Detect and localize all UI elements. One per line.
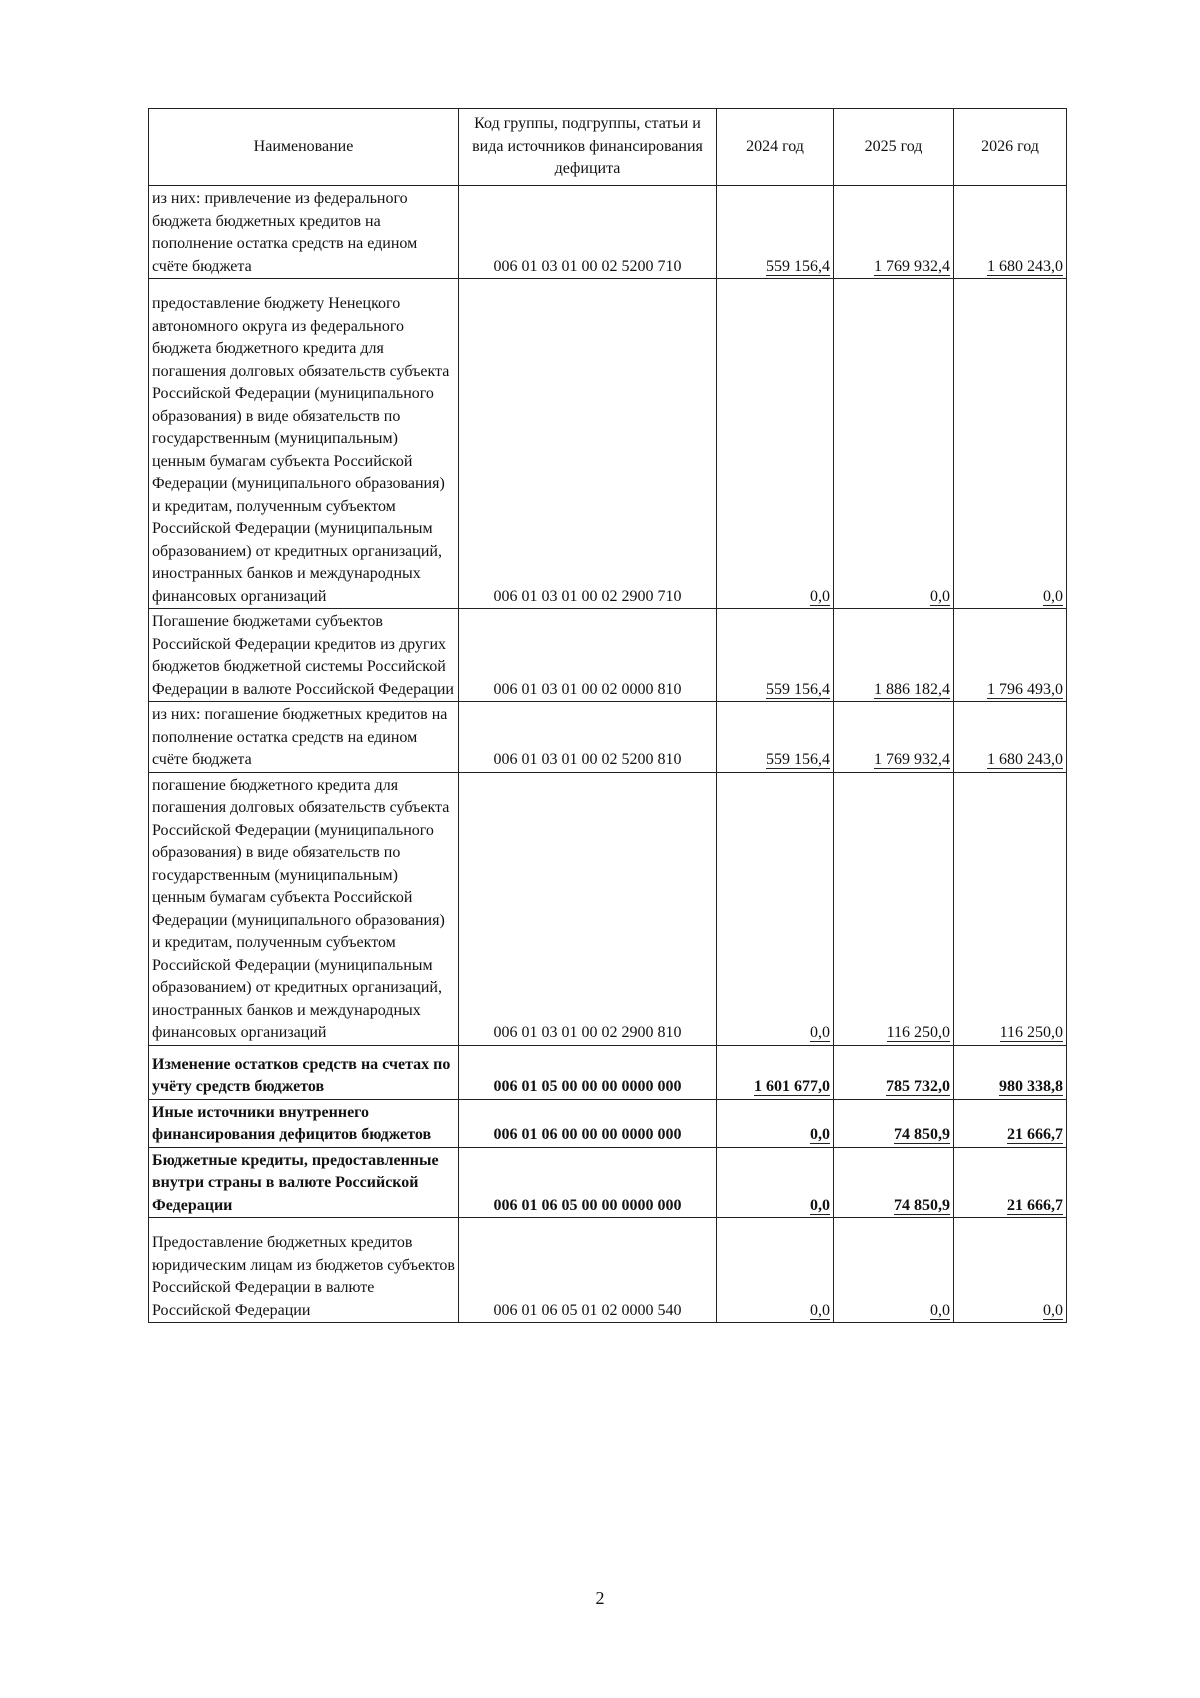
table-row	[149, 1218, 1067, 1323]
table-row	[149, 1099, 1067, 1147]
row-name: из них: погашение бюджетных кредитов на пополнение остатка средств на едином счёте бюджета	[149, 702, 459, 773]
row-value-2026: 980 338,8	[999, 1078, 1063, 1095]
budget-sources-table	[148, 108, 1067, 1323]
row-name: из них: привлечение из федерального бюджета бюджетных кредитов на пополнение остатка средств на едином счёте бюджета	[149, 186, 459, 279]
header-year-2025: 2025 год	[834, 109, 954, 186]
row-value-2026: 116 250,0	[999, 1024, 1063, 1041]
header-name: Наименование	[149, 109, 459, 186]
row-code: 006 01 06 05 00 00 0000 000	[459, 1147, 717, 1218]
row-name: Иные источники внутреннего финансирования дефицитов бюджетов	[149, 1099, 459, 1147]
row-name: погашение бюджетного кредита для погашения долговых обязательств субъекта Российской Федерации (муниципального образования) в виде обязательств по государственным (муниципальным) ценным бумагам субъекта Российской Федерации (муниципального образования) и кредитам, полученным субъектом Российской Федерации (муниципальным образованием) от кредитных организаций, иностранных банков и международных финансовых организаций	[149, 772, 459, 1045]
row-value-2024: 0,0	[810, 1196, 830, 1214]
row-code: 006 01 03 01 00 02 2900 710	[459, 279, 717, 609]
row-code: 006 01 03 01 00 02 5200 810	[459, 702, 717, 773]
row-code: 006 01 06 05 01 02 0000 540	[459, 1218, 717, 1323]
row-code: 006 01 03 01 00 02 2900 810	[459, 772, 717, 1045]
row-value-2025: 74 850,9	[894, 1196, 950, 1214]
row-value-2025: 0,0	[930, 587, 950, 605]
row-value-2024: 0,0	[810, 587, 830, 605]
row-value-2025: 74 850,9	[894, 1126, 950, 1143]
row-value-2025: 1 769 932,4	[874, 257, 950, 275]
row-name: предоставление бюджету Ненецкого автономного округа из федерального бюджета бюджетного кредита для погашения долговых обязательств субъекта Российской Федерации (муниципального образования) в виде обязательств по государственным (муниципальным) ценным бумагам субъекта Российской Федерации (муниципального образования) и кредитам, полученным субъектом Российской Федерации (муниципальным образованием) от кредитных организаций, иностранных банков и международных финансовых организаций	[149, 279, 459, 609]
row-value-2024: 0,0	[810, 1024, 830, 1041]
row-value-2024: 559 156,4	[766, 751, 830, 768]
row-value-2025: 785 732,0	[886, 1078, 950, 1095]
table-row	[149, 1045, 1067, 1099]
row-value-2026: 1 796 493,0	[987, 680, 1063, 698]
header-year-2026: 2026 год	[954, 109, 1067, 186]
row-value-2026: 0,0	[1043, 1301, 1063, 1319]
row-name: Предоставление бюджетных кредитов юридическим лицам из бюджетов субъектов Российской Федерации в валюте Российской Федерации	[149, 1218, 459, 1323]
row-code: 006 01 03 01 00 02 5200 710	[459, 186, 717, 279]
row-value-2025: 1 769 932,4	[874, 751, 950, 768]
row-name: Бюджетные кредиты, предоставленные внутри страны в валюте Российской Федерации	[149, 1147, 459, 1218]
row-value-2025: 116 250,0	[886, 1024, 950, 1041]
row-value-2024: 559 156,4	[766, 257, 830, 275]
row-value-2026: 0,0	[1043, 587, 1063, 605]
row-value-2025: 1 886 182,4	[874, 680, 950, 698]
row-value-2025: 0,0	[930, 1301, 950, 1319]
table-row	[149, 186, 1067, 279]
table-row	[149, 609, 1067, 702]
row-value-2026: 1 680 243,0	[987, 751, 1063, 768]
row-name: Изменение остатков средств на счетах по учёту средств бюджетов	[149, 1045, 459, 1099]
page-number: 2	[595, 1588, 605, 1608]
row-name: Погашение бюджетами субъектов Российской Федерации кредитов из других бюджетов бюджетной системы Российской Федерации в валюте Российской Федерации	[149, 609, 459, 702]
header-code: Код группы, подгруппы, статьи и вида источников финансирования дефицита	[459, 109, 717, 186]
row-code: 006 01 05 00 00 00 0000 000	[459, 1045, 717, 1099]
table-row	[149, 772, 1067, 1045]
row-value-2026: 21 666,7	[1007, 1196, 1063, 1214]
table-row	[149, 702, 1067, 773]
table-row	[149, 279, 1067, 609]
row-value-2024: 1 601 677,0	[754, 1078, 830, 1095]
row-value-2024: 559 156,4	[766, 680, 830, 698]
row-value-2024: 0,0	[810, 1301, 830, 1319]
header-year-2024: 2024 год	[717, 109, 834, 186]
row-value-2024: 0,0	[810, 1126, 830, 1143]
row-value-2026: 1 680 243,0	[987, 257, 1063, 275]
row-code: 006 01 06 00 00 00 0000 000	[459, 1099, 717, 1147]
row-code: 006 01 03 01 00 02 0000 810	[459, 609, 717, 702]
row-value-2026: 21 666,7	[1007, 1126, 1063, 1143]
table-header-row	[149, 109, 1067, 186]
table-row	[149, 1147, 1067, 1218]
